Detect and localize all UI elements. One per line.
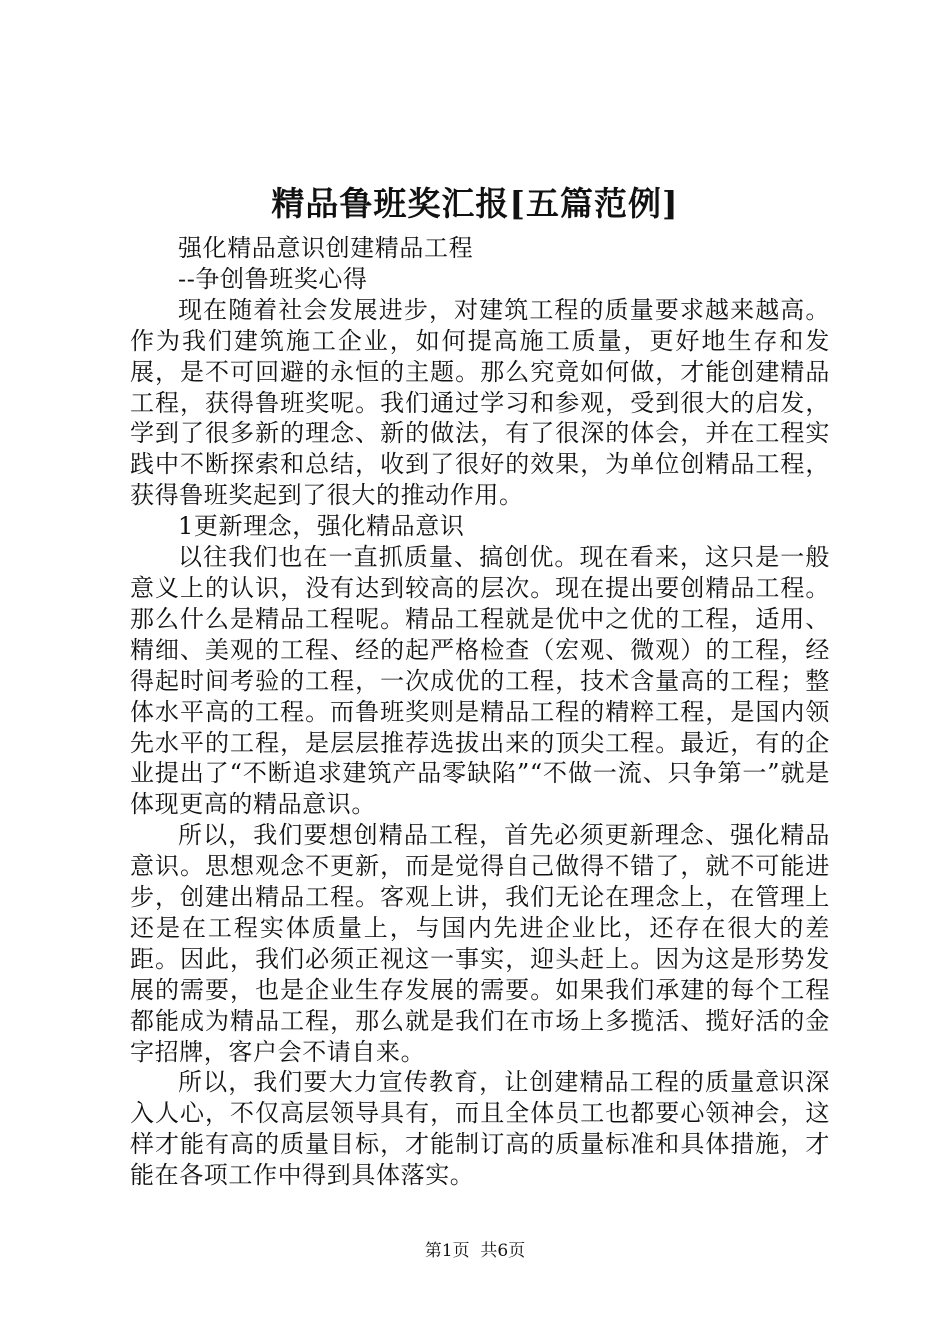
page-total: 共6页 [480, 1241, 526, 1261]
document-body [130, 233, 830, 1191]
subtitle-heading: 强化精品意识创建精品工程 [178, 234, 474, 262]
footer-gap [470, 1241, 481, 1261]
page-footer [0, 1240, 950, 1262]
paragraph-definition: 以往我们也在一直抓质量、搞创优。现在看来，这只是一般意义上的认识，没有达到较高的层次。现在提出要创精品工程。那么什么是精品工程呢。精品工程就是优中之优的工程，适用、精细、美观的工程、经的起严格检查（宏观、微观）的工程，经得起时间考验的工程，一次成优的工程，技术含量高的工程；整体水平高的工程。而鲁班奖则是精品工程的精粹工程，是国内领先水平的工程，是层层推荐选拔出来的顶尖工程。最近，有的企业提出了“不断追求建筑产品零缺陷”“不做一流、只争第一”就是体现更高的精品意识。 [130, 543, 830, 819]
subtitle-subheading: --争创鲁班奖心得 [178, 264, 368, 293]
section-heading: 1更新理念，强化精品意识 [178, 512, 465, 541]
page-number: 第1页 [424, 1241, 470, 1261]
paragraph-publicity: 所以，我们要大力宣传教育，让创建精品工程的质量意识深入人心，不仅高层领导具有，而且全体员工也都要心领神会，这样才能有高的质量目标，才能制订高的质量标准和具体措施，才能在各项工作中得到具体落实。 [130, 1068, 830, 1190]
paragraph-renew-concept: 所以，我们要想创精品工程，首先必须更新理念、强化精品意识。思想观念不更新，而是觉得自己做得不错了，就不可能进步，创建出精品工程。客观上讲，我们无论在理念上，在管理上还是在工程实体质量上，与国内先进企业比，还存在很大的差距。因此，我们必须正视这一事实，迎头赶上。因为这是形势发展的需要，也是企业生存发展的需要。如果我们承建的每个工程都能成为精品工程，那么就是我们在市场上多揽活、揽好活的金字招牌，客户会不请自来。 [130, 821, 830, 1066]
paragraph-intro: 现在随着社会发展进步，对建筑工程的质量要求越来越高。作为我们建筑施工企业，如何提高施工质量，更好地生存和发展，是不可回避的永恒的主题。那么究竟如何做，才能创建精品工程，获得鲁班奖呢。我们通过学习和参观，受到很大的启发，学到了很多新的理念、新的做法，有了很深的体会，并在工程实践中不断探索和总结，收到了很好的效果，为单位创精品工程，获得鲁班奖起到了很大的推动作用。 [130, 295, 830, 510]
document-title: 精品鲁班奖汇报[五篇范例] [271, 184, 679, 223]
